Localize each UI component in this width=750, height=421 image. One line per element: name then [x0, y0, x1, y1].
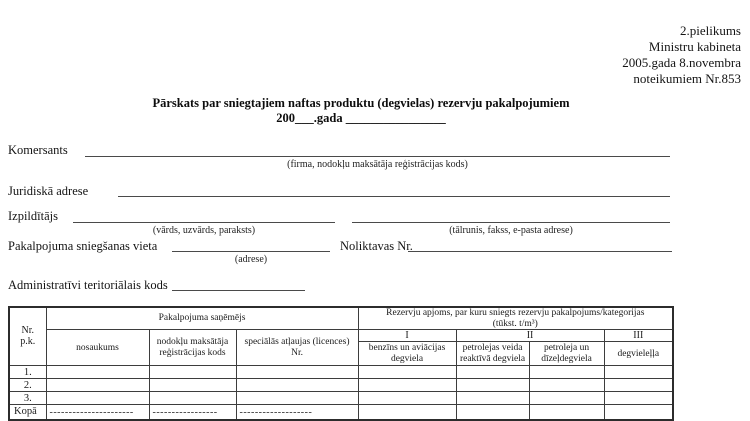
row-number-cell: 2.	[9, 379, 46, 392]
data-cell[interactable]	[46, 392, 149, 405]
data-cell[interactable]	[358, 379, 456, 392]
data-cell[interactable]	[604, 405, 673, 420]
report-table	[8, 306, 674, 421]
data-cell[interactable]	[358, 366, 456, 379]
col-header-fuel-petroleja-dizel: petroleja un dīzeļdegviela	[529, 342, 604, 366]
table-row	[9, 392, 673, 405]
col-header-reserve-volume	[358, 307, 673, 330]
page-title-line1: Pārskats par sniegtajiem naftas produktu (degvielas) rezervju pakalpojumiem	[152, 96, 570, 110]
page-title	[0, 96, 722, 126]
col-header-nosaukums: nosaukums	[46, 330, 149, 366]
total-dash-cell: -----------------	[149, 405, 236, 420]
col-header-tax-reg-code: nodokļu maksātāja reģistrācijas kods	[149, 330, 236, 366]
data-cell[interactable]	[529, 366, 604, 379]
komersants-caption: (firma, nodokļu maksātāja reģistrācijas kods)	[287, 159, 468, 170]
annex-line: Ministru kabineta	[648, 39, 741, 54]
executor-caption: (vārds, uzvārds, paraksts)	[152, 225, 256, 236]
total-dash-cell: ----------------------	[46, 405, 149, 420]
data-cell[interactable]	[236, 392, 358, 405]
table-row	[9, 366, 673, 379]
data-cell[interactable]	[604, 366, 673, 379]
data-cell[interactable]	[149, 366, 236, 379]
col-header-fuel-degvielella: degvieleļļa	[604, 342, 673, 366]
data-cell[interactable]	[456, 379, 529, 392]
annex-line: noteikumiem Nr.853	[633, 71, 741, 86]
data-cell[interactable]	[529, 392, 604, 405]
data-cell[interactable]	[456, 405, 529, 420]
service-place-label: Pakalpojuma sniegšanas vieta	[8, 239, 158, 253]
col-header-fuel-petrolejas-reaktiva: petrolejas veida reaktīvā degviela	[456, 342, 529, 366]
data-cell[interactable]	[236, 366, 358, 379]
data-cell[interactable]	[529, 379, 604, 392]
komersants-field-line[interactable]	[85, 156, 670, 157]
warehouse-number-label: Noliktavas Nr.	[340, 239, 413, 253]
total-label-cell: Kopā	[9, 405, 46, 420]
annex-line: 2.pielikums	[679, 23, 741, 38]
executor-label: Izpildītājs	[8, 209, 58, 223]
executor-contacts-field-line[interactable]	[352, 222, 670, 223]
admin-territorial-code-label: Administratīvi teritoriālais kods	[8, 278, 168, 292]
col-header-licence-nr: speciālās atļaujas (licences) Nr.	[236, 330, 358, 366]
service-place-field-line[interactable]	[172, 251, 330, 252]
data-cell[interactable]	[236, 379, 358, 392]
total-dash-cell: -------------------	[236, 405, 358, 420]
komersants-label: Komersants	[8, 143, 68, 157]
col-header-service-recipient: Pakalpojuma saņēmējs	[46, 307, 358, 330]
contacts-caption: (tālrunis, fakss, e-pasta adrese)	[449, 225, 573, 236]
row-number-cell: 3.	[9, 392, 46, 405]
admin-territorial-code-field-line[interactable]	[172, 290, 305, 291]
page-title-line2: 200___.gada ________________	[276, 111, 446, 125]
col-header-category-iii: III	[604, 330, 673, 342]
data-cell[interactable]	[46, 366, 149, 379]
data-cell[interactable]	[358, 405, 456, 420]
nr-line2: p.k.	[20, 335, 36, 347]
executor-name-field-line[interactable]	[73, 222, 335, 223]
address-caption: (adrese)	[234, 254, 268, 265]
table-total-row	[9, 405, 673, 420]
annex-reference-block	[622, 23, 741, 87]
data-cell[interactable]	[604, 392, 673, 405]
col-header-fuel-benzins: benzīns un aviācijas degviela	[358, 342, 456, 366]
reserve-volume-line2: (tūkst. t/m³)	[492, 318, 538, 329]
reserve-volume-line1: Rezervju apjoms, par kuru sniegts rezervju pakalpojums/kategorijas	[386, 308, 645, 318]
data-cell[interactable]	[149, 392, 236, 405]
data-cell[interactable]	[529, 405, 604, 420]
legal-address-field-line[interactable]	[118, 196, 670, 197]
data-cell[interactable]	[604, 379, 673, 392]
row-number-cell: 1.	[9, 366, 46, 379]
col-header-category-ii: II	[456, 330, 604, 342]
col-header-category-i: I	[358, 330, 456, 342]
report-table-wrap	[8, 306, 674, 421]
legal-address-label: Juridiskā adrese	[8, 184, 89, 198]
data-cell[interactable]	[358, 392, 456, 405]
data-cell[interactable]	[46, 379, 149, 392]
nr-line1: Nr.	[21, 325, 34, 337]
table-row	[9, 379, 673, 392]
col-header-nr-pk	[9, 307, 46, 366]
data-cell[interactable]	[456, 366, 529, 379]
annex-line: 2005.gada 8.novembra	[622, 55, 741, 70]
data-cell[interactable]	[456, 392, 529, 405]
warehouse-number-field-line[interactable]	[408, 251, 672, 252]
data-cell[interactable]	[149, 379, 236, 392]
